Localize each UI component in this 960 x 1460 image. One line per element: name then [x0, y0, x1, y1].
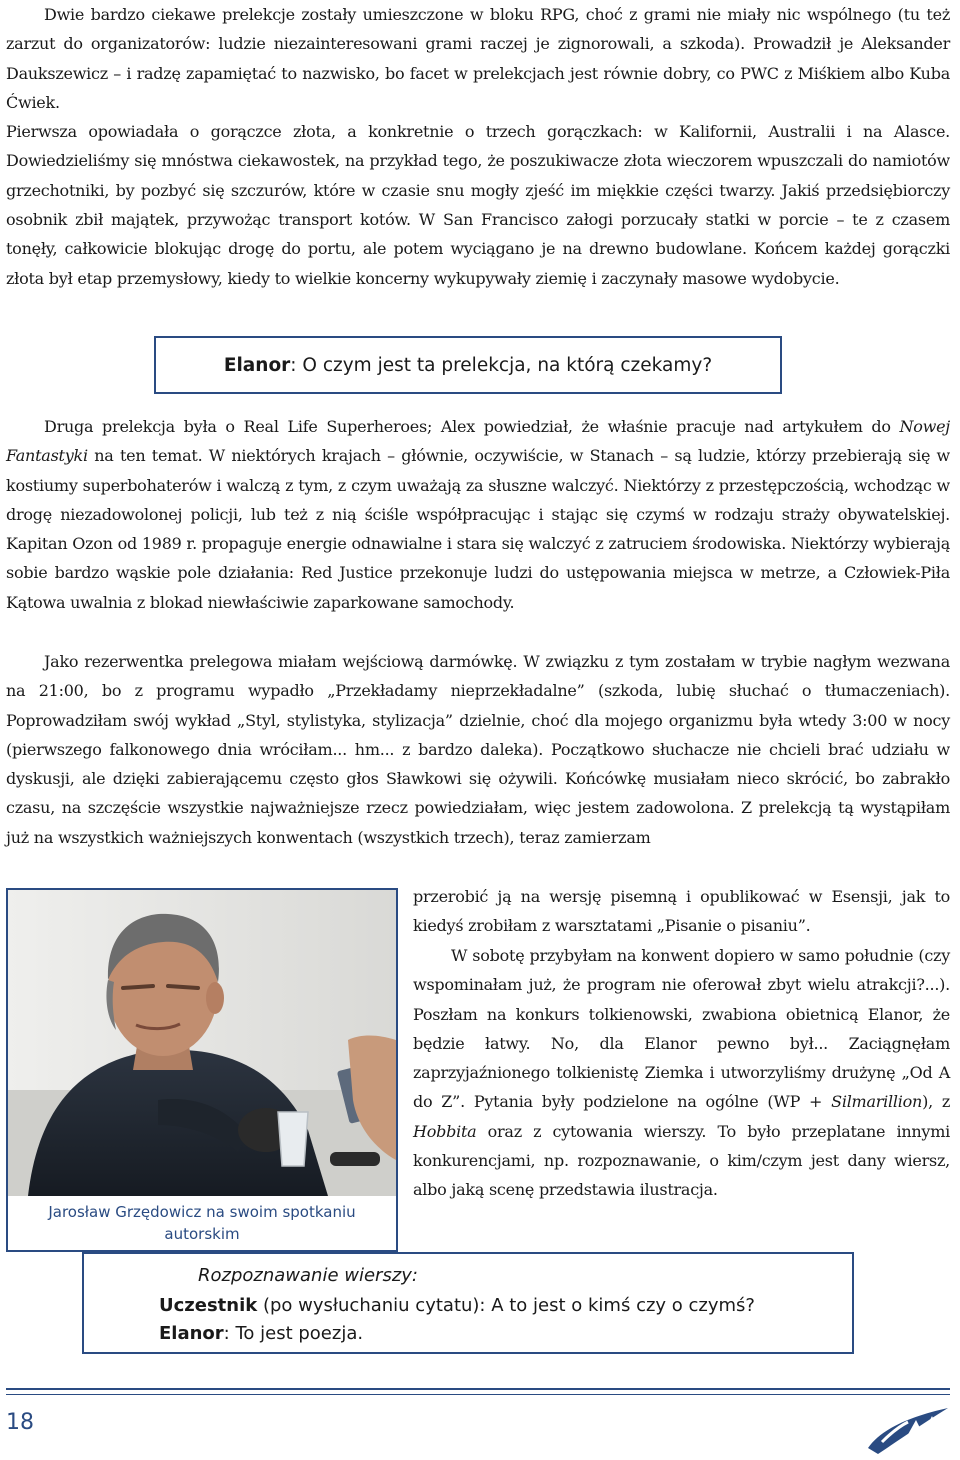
- paragraph-rpg-lectures: Dwie bardzo ciekawe prelekcje zostały umieszczone w bloku RPG, choć z grami nie miały nic wspólnego (tu też zarzut do organizatorów: ludzie niezainteresowani grami raczej je zignorowali, a szkoda). Prowadził je Aleksander Daukszewicz – i radzę zapamiętać to nazwisko, bo facet w prelekcjach jest równie dobry, co PWC z Miśkiem albo Kuba Ćwiek. Pierwsza opowiadała o gorączce złota, a konkretnie o trzech gorączkach: w Kalifornii, Australii i na Alasce. Dowiedzieliśmy się mnóstwa ciekawostek, na przykład tego, że poszukiwacze złota wieczorem wpuszczali do namiotów grzechotniki, by pozbyć się szczurów, które w czasie snu mogły zjeść im miękkie części twarzy. Jakiś przedsiębiorczy osobnik zbił majątek, przywożąc transport kotów. W San Francisco załogi porzucały statki w porcie – te z czasem tonęły, całkowicie blokując drogę do portu, ale potem wyciągano je na drewno budowlane. Końcem każdej gorączki złota był etap przemysłowy, kiedy to wielkie koncerny wykupywały ziemię i zaczynały masowe wydobycie.: [6, 5, 950, 288]
- dialog-line-elanor: Elanor: To jest poezja.: [159, 1323, 364, 1344]
- footer-rule: [6, 1388, 950, 1390]
- paragraph-gold-rush: Pierwsza opowiadała o gorączce złota, a konkretnie o trzech gorączkach: w Kalifornii, Australii i na Alasce. Dowiedzieliśmy się mnóstwa ciekawostek, na przykład tego, że poszukiwacze złota wieczorem wpuszczali do namiotów grzechotniki, by pozbyć się szczurów, które w czasie snu mogły zjeść im miękkie części twarzy. Jakiś przedsiębiorczy osobnik zbił majątek, przywożąc transport kotów. W San Francisco załogi porzucały statki w porcie – te z czasem tonęły, całkowicie blokując drogę do portu, ale potem wyciągano je na drewno budowlane. Końcem każdej gorączki złota był etap przemysłowy, kiedy to wielkie koncerny wykupywały ziemię i zaczynały masowe wydobycie.: [6, 122, 950, 288]
- page-number: 18: [6, 1410, 34, 1435]
- paragraph-tolkien-contest: W sobotę przybyłam na konwent dopiero w samo południe (czy wspominałam już, że program nie oferował zbyt wielu atrakcji?...). Poszłam na konkurs tolkienowski, zwabiona obietnicą Elanor, że będzie łatwy. No, dla Elanor pewno był... Zaciągnęłam zaprzyjaźnionego tolkienistę Ziemka i utworzyliśmy drużynę „Od A do Z”. Pytania były podzielone na ogólne (WP + Silmarillion), z Hobbita oraz z cytowania wierszy. To było przeplatane innymi konkurencjami, np. rozpoznawanie, o kim/czym jest dany wiersz, albo jaką scenę przedstawia ilustracja.: [413, 946, 951, 1200]
- photo-caption: Jarosław Grzędowicz na swoim spotkaniu autorskim: [48, 1203, 356, 1243]
- author-photo-frame: [6, 888, 398, 1252]
- magazine-title: Nowej Fantastyki: [6, 417, 950, 466]
- dialog-line-participant: Uczestnik (po wysłuchaniu cytatu): A to jest o kimś czy o czymś?: [159, 1295, 755, 1316]
- footer-rule-thin: [6, 1394, 950, 1395]
- dialog-title: Rozpoznawanie wierszy:: [198, 1265, 418, 1286]
- paragraph-lecture-report-continued: przerobić ją na wersję pisemną i opublikować w Esensji, jak to kiedyś zrobiłam z warsztatami „Pisanie o pisaniu”.: [413, 887, 950, 936]
- quote-speaker: Elanor: [223, 354, 291, 376]
- paragraph-lecture-report: Jako rezerwentka prelegowa miałam wejściową darmówkę. W związku z tym zostałam w trybie nagłym wezwana na 21:00, bo z programu wypadło „Przekładamy nieprzekładalne” (szkoda, lubię słuchać o tłumaczeniach). Poprowadziłam swój wykład „Styl, stylistyka, stylizacja” dzielnie, choć dla mojego organizmu była wtedy 3:00 w nocy (pierwszego falkonowego dnia wróciłam... hm... z bardzo daleka). Początkowo słuchacze nie chcieli brać udziału w dyskusji, ale dzięki zabierającemu często głos Sławkowi się ożywili. Końcówkę musiałam nieco skrócić, bo zabrakło czasu, na szczęście wszystkie najważniejsze rzecz powiedziałam, więc jestem zadowolona. Z prelekcją tą wystąpiłam już na wszystkich ważniejszych konwentach (wszystkich trzech), teraz zamierzam: [6, 652, 950, 847]
- author-photo: [8, 890, 396, 1196]
- quote-box: [154, 336, 782, 394]
- dialog-box: [82, 1252, 854, 1354]
- magazine-logo-icon: [862, 1398, 952, 1456]
- paragraph-superheroes: Druga prelekcja była o Real Life Superheroes; Alex powiedział, że właśnie pracuje nad artykułem do Nowej Fantastyki na ten temat. W niektórych krajach – głównie, oczywiście, w Stanach – są ludzie, którzy przebierają się w kostiumy superbohaterów i walczą z tym, z czym uważają za słuszne walczyć. Niektórzy z przestępczością, wchodząc w drogę niezadowolonej policji, lub też z nią ściśle współpracując i stając się czymś w rodzaju straży obywatelskiej. Kapitan Ozon od 1989 r. propaguje energie odnawialne i stara się walczyć z zatruciem środowiska. Niektórzy wybierają sobie bardzo wąskie pole działania: Red Justice przekonuje ludzi do ustępowania miejsca w metrze, a Człowiek-Piła Kątowa uwalnia z blokad niewłaściwie zaparkowane samochody.: [6, 417, 950, 612]
- quote-text: : O czym jest ta prelekcja, na którą czekamy?: [290, 354, 713, 376]
